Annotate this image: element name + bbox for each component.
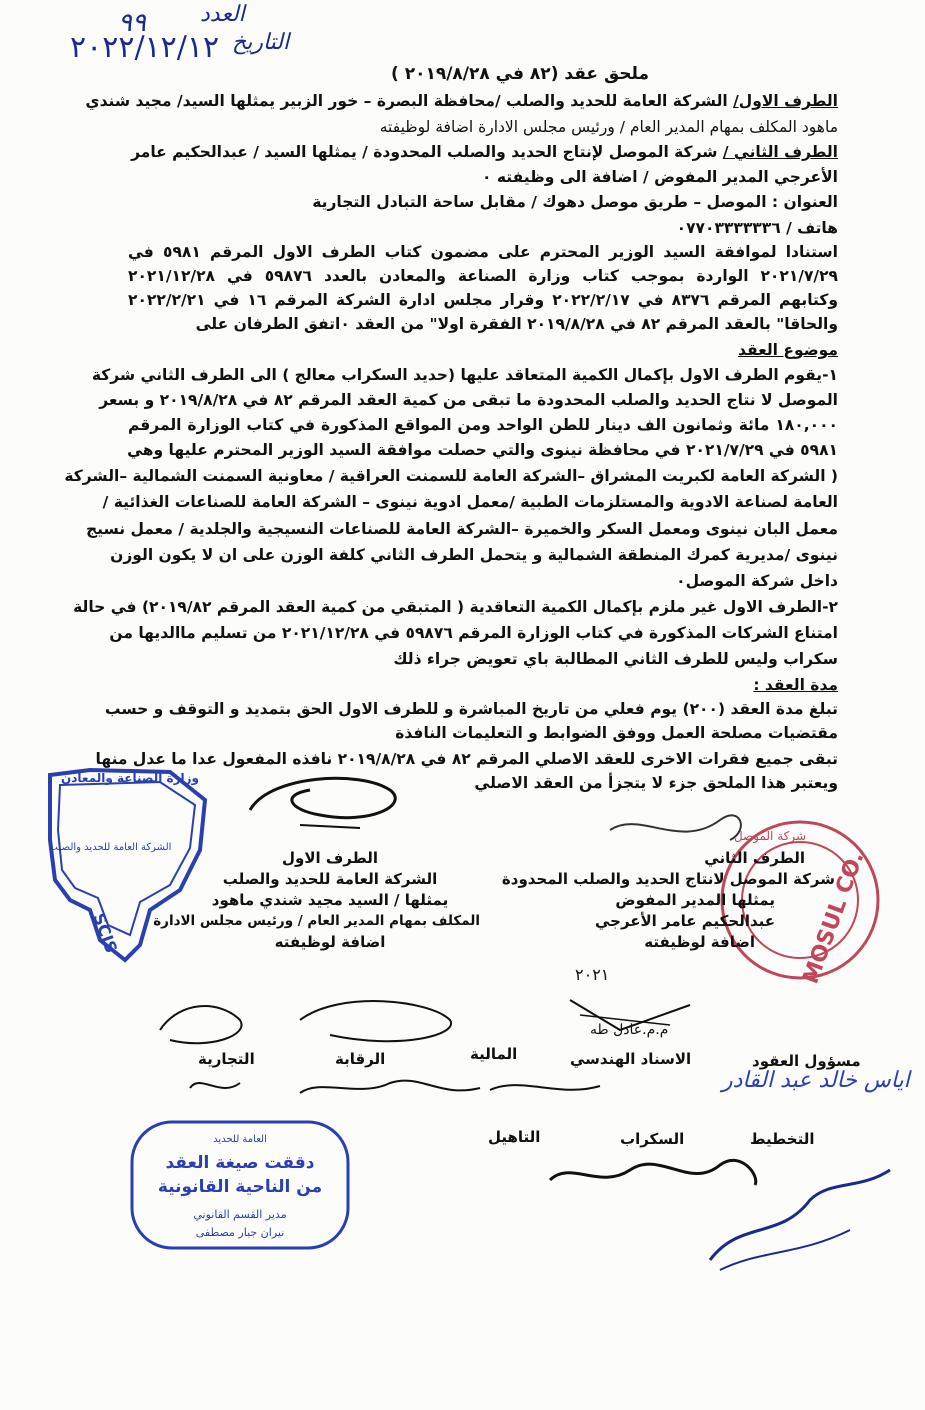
company-stamp-latin: MOSUL CO. — [798, 848, 870, 988]
legal-stamp-line-1: العامة للحديد — [213, 1134, 267, 1145]
legal-stamp-line-5: نيران جبار مصطفى — [195, 1226, 285, 1239]
sig-first-role: المكلف بمهام المدير العام / ورئيس مجلس الادارة — [153, 913, 480, 929]
duration-line-2: مقتضيات مصلحة العمل ووفق الضوابط و التعليمات النافذة — [395, 724, 838, 742]
party1-line — [85, 92, 838, 110]
sig-second-role2: اضافة لوظيفته — [644, 933, 755, 951]
ministry-stamp-line-1: وزارة الصناعة والمعادن — [61, 771, 199, 785]
clause2-line-3: سكراب وليس للطرف الثاني المطالبة باي تعويض جراء ذلك — [393, 650, 838, 668]
role-scrap: السكراب — [620, 1130, 685, 1148]
preamble-line-3: وكتابهم المرقم ٨٣٧٦ في ٢٠٢٢/٢/١٧ وقرار مجلس ادارة الشركة المرقم ١٦ في ٢٠٢٢/٢/٢١ — [128, 291, 838, 309]
party2-phone: هاتف / ٠٧٧٠٣٣٣٣٣٣٦ — [676, 219, 838, 237]
role-planning: التخطيط — [750, 1130, 815, 1148]
handwritten-bottom-right — [700, 1160, 900, 1280]
subject-heading: موضوع العقد — [738, 341, 838, 359]
duration-heading: مدة العقد : — [753, 676, 838, 694]
handwritten-date-label: التاريخ — [232, 30, 290, 55]
party2-line — [131, 143, 838, 161]
company-stamp-arabic: شركة الموصل — [733, 829, 807, 843]
sig-first-company: الشركة العامة للحديد والصلب — [222, 870, 438, 888]
party2-address: العنوان : الموصل – طريق موصل دهوك / مقابل ساحة التبادل التجارية — [312, 193, 838, 211]
sig-first-rep: يمثلها / السيد مجيد شندي ماهود — [211, 891, 449, 909]
duration-line-3: تبقى جميع فقرات الاخرى للعقد الاصلي المرقم ٨٢ في ٢٠١٩/٨/٢٨ نافذه المفعول عدا ما عدل منها — [95, 750, 838, 768]
signature-first-party — [240, 770, 420, 840]
preamble-line-4: والحاقا" بالعقد المرقم ٨٢ في ٢٠١٩/٨/٢٨ الفقرة اولا" من العقد ٠اتفق الطرفان على — [195, 315, 838, 333]
party2-text2: الأعرجي المدير المفوض / اضافة الى وظيفته ٠ — [482, 168, 838, 186]
ministry-stamp-line-2: الشركة العامة للحديد والصلب — [48, 842, 172, 853]
review-initials — [180, 1068, 700, 1108]
role-finance: المالية — [470, 1045, 518, 1063]
clause2-line-2: امتناع الشركات المذكورة في كتاب الوزارة المرقم ٥٩٨٧٦ في ٢٠٢١/١٢/٢٨ من تسليم ماالديها من — [109, 624, 838, 642]
clause1-line-1: ١-يقوم الطرف الاول بإكمال الكمية المتعاقد عليها (حديد السكراب معالج ) الى الطرف الثاني شركة — [91, 366, 838, 384]
legal-review-stamp — [120, 1110, 360, 1260]
party2-label: الطرف الثاني / — [722, 143, 838, 161]
party1-text2: ماهود المكلف بمهام المدير العام / ورئيس مجلس الادارة اضافة لوظيفته — [379, 118, 838, 136]
handwritten-number-label: العدد — [200, 2, 245, 27]
party2-text: شركة الموصل لإنتاج الحديد والصلب المحدودة / يمثلها السيد / عبدالحكيم عامر — [131, 143, 718, 161]
clause2-line-1: ٢-الطرف الاول غير ملزم بإكمال الكمية التعاقدية ( المتبقي من كمية العقد المرقم ٢٠١٩/٨٢) في حالة — [73, 598, 838, 616]
handwritten-number-value: ٩٩ — [118, 8, 146, 38]
role-qualification: التاهيل — [488, 1128, 541, 1146]
legal-stamp-line-3: من الناحية القانونية — [157, 1177, 323, 1197]
handwritten-date-note: ٢٠٢١ — [575, 965, 610, 984]
sig-second-name: عبدالحكيم عامر الأعرجي — [594, 912, 775, 930]
sig-first-party-block — [153, 848, 480, 953]
sig-second-rep: يمثلها المدير المفوض — [615, 891, 775, 909]
role-audit: الرقابة — [335, 1050, 386, 1068]
party1-label: الطرف الاول/ — [733, 92, 838, 110]
legal-stamp-line-2: دققت صيغة العقد — [165, 1153, 315, 1173]
handwritten-contracts-officer: اياس خالد عبد القادر — [722, 1068, 910, 1093]
sig-second-heading: الطرف الثاني — [704, 849, 805, 867]
role-eng-support: الاسناد الهندسي — [570, 1050, 692, 1068]
duration-line-4: ويعتبر هذا الملحق جزء لا يتجزأ من العقد الاصلي — [474, 774, 838, 792]
sig-second-company: شركة الموصل لانتاج الحديد والصلب المحدودة — [501, 870, 835, 888]
clause1-line-9: داخل شركة الموصل٠ — [676, 572, 838, 590]
role-contracts: مسؤول العقود — [752, 1052, 861, 1070]
clause1-line-5: ( الشركة العامة لكبريت المشراق –الشركة العامة للسمنت العراقية / معاونية السمنت الشمالية –الشركة — [64, 467, 838, 485]
clause1-line-7: معمل البان نينوى ومعمل السكر والخميرة –الشركة العامة للصناعات النسيجية والجلدية / معمل نسيج — [85, 520, 838, 538]
preamble-line-1: استنادا لموافقة السيد الوزير المحترم على مضمون كتاب الطرف الاول المرقم ٥٩٨١ في — [128, 243, 838, 261]
sig-second-party-block — [470, 848, 835, 953]
handwritten-eng-support: م.م.عادل طه — [590, 1022, 669, 1038]
handwritten-date-value: ٢٠٢٢/١٢/١٢ — [70, 30, 220, 65]
duration-line-1: تبلغ مدة العقد (٢٠٠) يوم فعلي من تاريخ المباشرة و للطرف الاول الحق بتمديد و التوقف و حسب — [104, 700, 838, 718]
clause1-line-6: العامة لصناعة الادوية والمستلزمات الطبية /معمل ادوية نينوى – الشركة العامة للصناعات الغذائية / — [102, 493, 838, 511]
role-commercial: التجارية — [198, 1050, 255, 1068]
clause1-line-3: ١٨٠,٠٠٠ مائة وثمانون الف دينار للطن الواحد ومن المواقع المذكورة في كتاب الوزارة المرقم — [128, 416, 838, 434]
clause1-line-4: ٥٩٨١ في ٢٠٢١/٧/٢٩ في محافظة نينوى والتي حصلت موافقة السيد الوزير المحترم عليها وهي — [127, 441, 838, 459]
sig-first-role2: اضافة لوظيفته — [274, 933, 386, 951]
legal-stamp-line-4: مدير القسم القانوني — [193, 1208, 287, 1221]
clause1-line-8: نينوى /مديرية كمرك المنطقة الشمالية و يتحمل الطرف الثاني كلفة الوزن على ان لا يكون الوزن — [110, 546, 838, 564]
party1-text: الشركة العامة للحديد والصلب /محافظة البصرة – خور الزبير يمثلها السيد/ مجيد شندي — [85, 92, 728, 110]
document-title: ملحق عقد (٨٢ في ٢٠١٩/٨/٢٨ ) — [390, 64, 650, 84]
clause1-line-2: الموصل لا نتاج الحديد والصلب المحدودة ما تبقى من كمية العقد المرقم ٨٢ في ٢٠١٩/٨/٢٨ و بسعر — [99, 391, 838, 409]
ministry-stamp-acronym: SCIS — [89, 910, 122, 956]
sig-first-heading: الطرف الاول — [281, 849, 378, 867]
preamble-line-2: ٢٠٢١/٧/٢٩ الواردة بموجب كتاب وزارة الصناعة والمعادن بالعدد ٥٩٨٧٦ في ٢٠٢١/١٢/٢٨ — [128, 267, 838, 285]
